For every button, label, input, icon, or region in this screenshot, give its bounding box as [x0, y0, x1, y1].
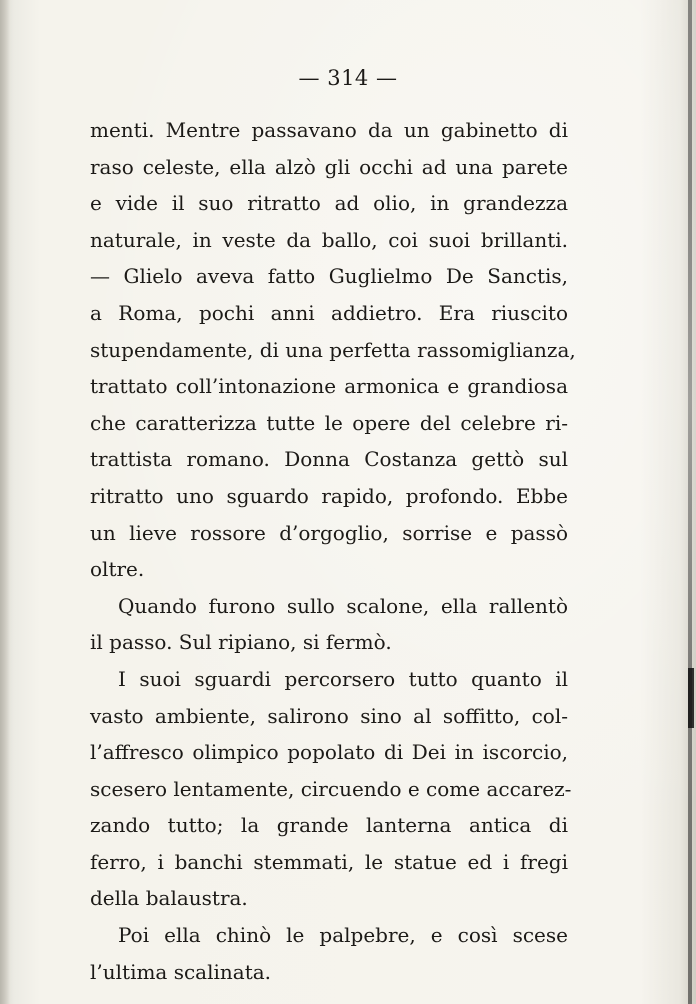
page-edge-mark [688, 668, 694, 728]
text-line: che caratterizza tutte le opere del celebre ri- [90, 410, 568, 435]
page-right-edge [688, 0, 692, 1004]
text-line: stupendamente, di una perfetta rassomiglianza, [90, 337, 576, 362]
text-line: a Roma, pochi anni addietro. Era riuscito [90, 300, 568, 325]
text-line: un lieve rossore d’orgoglio, sorrise e passò [90, 520, 568, 545]
text-line: raso celeste, ella alzò gli occhi ad una parete [90, 154, 568, 179]
text-line: vasto ambiente, salirono sino al soffitto, col- [90, 703, 568, 728]
text-line: l’ultima scalinata. [90, 959, 272, 984]
text-line: Poi ella chinò le palpebre, e così scese [118, 923, 568, 948]
text-line: e vide il suo ritratto ad olio, in grandezza [90, 191, 568, 216]
body-text [90, 112, 576, 990]
text-line: della balaustra. [90, 886, 248, 911]
text-line: oltre. [90, 557, 145, 582]
text-line: trattista romano. Donna Costanza gettò sul [90, 447, 568, 472]
text-line: I suoi sguardi percorsero tutto quanto il [118, 666, 568, 691]
page-gutter-shadow [0, 0, 10, 1004]
text-line: menti. Mentre passavano da un gabinetto di [90, 118, 568, 142]
text-line: scesero lentamente, circuendo e come accarez- [90, 776, 572, 801]
text-line: — Glielo aveva fatto Guglielmo De Sanctis, [90, 264, 568, 289]
text-line: ferro, i banchi stemmati, le statue ed i fregi [90, 849, 568, 874]
page-number: — 314 — [298, 66, 398, 90]
text-line: Quando furono sullo scalone, ella rallentò [118, 593, 568, 618]
text-line: ritratto uno sguardo rapido, profondo. Ebbe [90, 483, 568, 508]
text-line: naturale, in veste da ballo, coi suoi brillanti. [90, 227, 568, 252]
text-line: zando tutto; la grande lanterna antica di [90, 813, 568, 838]
text-line: trattato coll’intonazione armonica e grandiosa [90, 374, 568, 399]
text-line: il passo. Sul ripiano, si fermò. [90, 630, 392, 655]
text-line: l’affresco olimpico popolato di Dei in iscorcio, [90, 740, 568, 765]
